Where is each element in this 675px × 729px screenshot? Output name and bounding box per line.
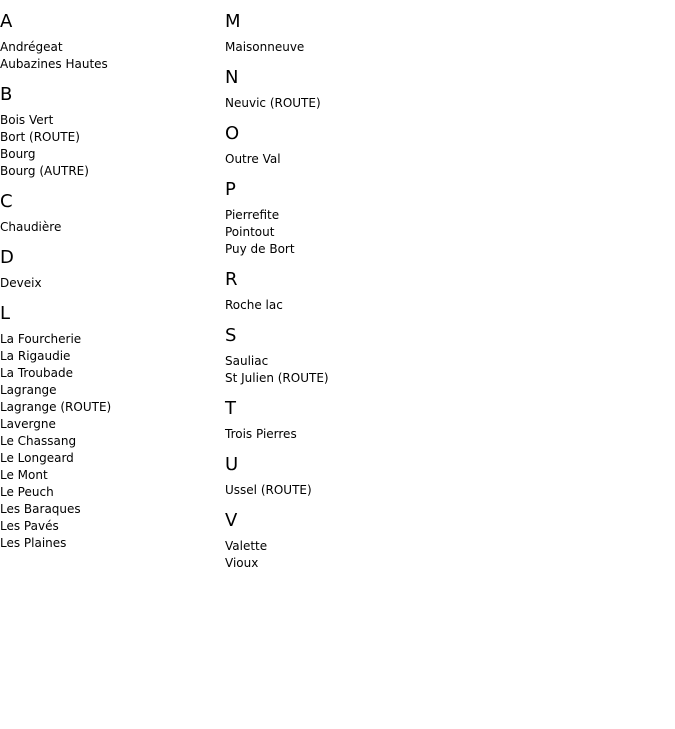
- place-name: Sauliac: [225, 354, 269, 368]
- place-name: Andrégeat: [0, 40, 63, 54]
- place-name: Ussel (ROUTE): [225, 483, 312, 497]
- letter-heading: R: [225, 269, 238, 290]
- place-name: Le Longeard: [0, 451, 74, 465]
- place-name: Outre Val: [225, 152, 281, 166]
- letter-heading: C: [0, 191, 13, 212]
- letter-heading: U: [225, 454, 239, 475]
- letter-group: [225, 258, 450, 314]
- letter-group: [0, 0, 225, 73]
- letter-group: [225, 314, 450, 387]
- place-list: [225, 353, 450, 387]
- place-name: Roche lac: [225, 298, 283, 312]
- place-list: [225, 151, 450, 168]
- letter-group: [225, 0, 450, 56]
- letter-heading: D: [0, 247, 14, 268]
- letter-heading: A: [0, 11, 13, 32]
- place-name: Vioux: [225, 556, 259, 570]
- place-name: St Julien (ROUTE): [225, 371, 329, 385]
- place-name: Deveix: [0, 276, 42, 290]
- place-list: [225, 297, 450, 314]
- letter-group: [225, 56, 450, 112]
- place-name: Pointout: [225, 225, 275, 239]
- letter-heading: L: [0, 303, 11, 324]
- letter-heading: B: [0, 84, 13, 105]
- letter-group: [0, 180, 225, 236]
- place-name: Bourg (AUTRE): [0, 164, 89, 178]
- place-name: Bort (ROUTE): [0, 130, 80, 144]
- place-name: Le Mont: [0, 468, 48, 482]
- letter-group: [0, 236, 225, 292]
- letter-group: [0, 73, 225, 180]
- place-list: [0, 112, 225, 180]
- letter-heading: N: [225, 67, 239, 88]
- place-name: Maisonneuve: [225, 40, 305, 54]
- place-name: La Fourcherie: [0, 332, 82, 346]
- place-list: [0, 39, 225, 73]
- place-name: Trois Pierres: [225, 427, 297, 441]
- place-name: Neuvic (ROUTE): [225, 96, 321, 110]
- place-list: [0, 331, 225, 552]
- place-name: Puy de Bort: [225, 242, 295, 256]
- letter-heading: V: [225, 510, 238, 531]
- place-name: Pierrefite: [225, 208, 280, 222]
- letter-group: [225, 499, 450, 572]
- place-name: Bois Vert: [0, 113, 54, 127]
- letter-heading: M: [225, 11, 241, 32]
- place-name: Le Chassang: [0, 434, 77, 448]
- place-name: Les Plaines: [0, 536, 67, 550]
- letter-group: [225, 443, 450, 499]
- place-list: [225, 39, 450, 56]
- letter-heading: S: [225, 325, 237, 346]
- place-list: [0, 275, 225, 292]
- letter-group: [225, 168, 450, 258]
- place-name: La Rigaudie: [0, 349, 71, 363]
- place-name: Lagrange (ROUTE): [0, 400, 112, 414]
- place-name: Aubazines Hautes: [0, 57, 108, 71]
- place-list: [225, 426, 450, 443]
- place-name: Bourg: [0, 147, 36, 161]
- place-list: [225, 207, 450, 258]
- place-name: Le Peuch: [0, 485, 54, 499]
- place-list: [225, 538, 450, 572]
- place-name: Les Pavés: [0, 519, 59, 533]
- index-column-left: [0, 0, 225, 552]
- place-name: La Troubade: [0, 366, 74, 380]
- place-name: Lagrange: [0, 383, 57, 397]
- place-name: Lavergne: [0, 417, 56, 431]
- place-name: Les Baraques: [0, 502, 81, 516]
- letter-group: [225, 112, 450, 168]
- letter-heading: O: [225, 123, 240, 144]
- place-list: [225, 95, 450, 112]
- place-name: Valette: [225, 539, 268, 553]
- letter-heading: T: [225, 398, 236, 419]
- letter-group: [0, 292, 225, 552]
- letter-heading: P: [225, 179, 236, 200]
- place-name: Chaudière: [0, 220, 62, 234]
- place-list: [225, 482, 450, 499]
- letter-group: [225, 387, 450, 443]
- place-list: [0, 219, 225, 236]
- index-column-right: [225, 0, 450, 572]
